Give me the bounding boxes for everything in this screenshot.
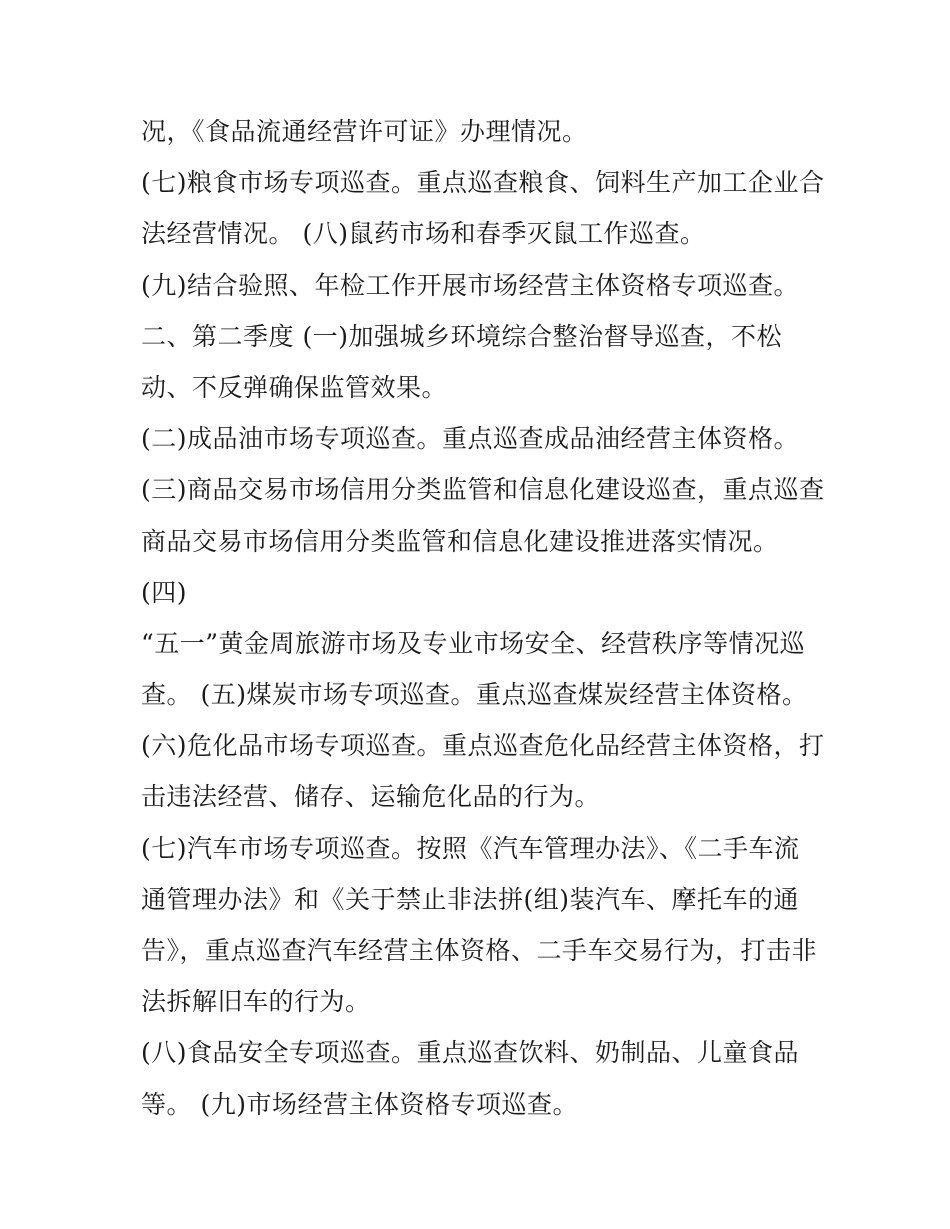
body-text bbox=[141, 106, 831, 1130]
text-line: 等。 (九)市场经营主体资格专项巡查。 bbox=[141, 1089, 578, 1119]
text-line: (七)汽车市场专项巡查。按照《汽车管理办法》、《二手车流 bbox=[141, 833, 800, 863]
text-line: (二)成品油市场专项巡查。重点巡查成品油经营主体资格。 bbox=[141, 424, 800, 454]
text-line: 况，《食品流通经营许可证》办理情况。 bbox=[141, 117, 588, 146]
text-line: (三)商品交易市场信用分类监管和信息化建设巡查，重点巡查 bbox=[141, 475, 825, 505]
text-line: 法经营情况。 (八)鼠药市场和春季灭鼠工作巡查。 bbox=[141, 219, 706, 249]
text-line: (七)粮食市场专项巡查。重点巡查粮食、饲料生产加工企业合 bbox=[141, 168, 825, 198]
text-line: “五一”黄金周旅游市场及专业市场安全、经营秩序等情况巡 bbox=[141, 628, 806, 658]
text-line: 动、不反弹确保监管效果。 bbox=[141, 372, 448, 402]
text-line: 二、第二季度 (一)加强城乡环境综合整治督导巡查，不松 bbox=[141, 321, 782, 351]
text-line: (八)食品安全专项巡查。重点巡查饮料、奶制品、儿童食品 bbox=[141, 1038, 800, 1068]
text-line: (四) bbox=[141, 577, 188, 607]
text-line: 告》，重点巡查汽车经营主体资格、二手车交易行为，打击非 bbox=[141, 936, 818, 965]
text-line: 法拆解旧车的行为。 bbox=[141, 987, 371, 1017]
text-line: 商品交易市场信用分类监管和信息化建设推进落实情况。 bbox=[141, 526, 779, 556]
text-line: (九)结合验照、年检工作开展市场经营主体资格专项巡查。 bbox=[141, 270, 800, 300]
text-line: (六)危化品市场专项巡查。重点巡查危化品经营主体资格，打 bbox=[141, 731, 825, 761]
text-line: 查。 (五)煤炭市场专项巡查。重点巡查煤炭经营主体资格。 bbox=[141, 680, 808, 710]
text-line: 通管理办法》和《关于禁止非法拼(组)装汽车、摩托车的通 bbox=[141, 884, 800, 914]
text-line: 击违法经营、储存、运输危化品的行为。 bbox=[141, 782, 601, 812]
